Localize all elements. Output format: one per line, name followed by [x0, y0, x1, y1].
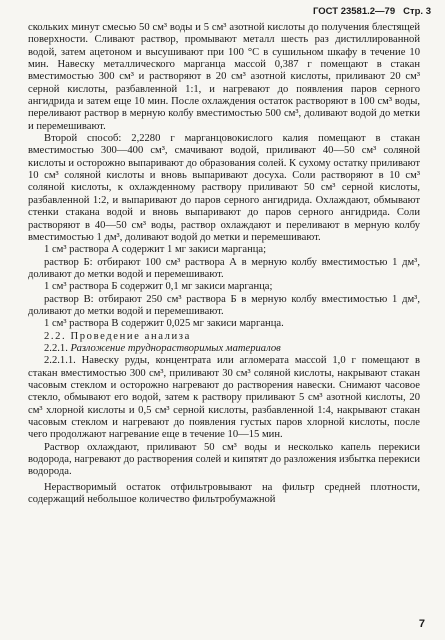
- paragraph-2-2-1-1: 2.2.1.1. Навеску руды, концентрата или агломерата массой 1,0 г помещают в стакан вместимостью 300 см³, приливают 30 см³ соляной кислоты, накрывают стакан часовым стеклом и осторожно нагревают до растворения навески. Снимают часовое стекло, обмывают его водой, затем к раствору приливают 5 см³ азотной кислоты, 20 см³ хлорной кислоты и 0,5 см³ серной кислоты, разбавленной 1:4, накрывают стакан часовым стеклом и нагревают до появления густых паров хлорной кислоты, после чего продолжают нагревание еще в течение 10—15 мин.: [28, 355, 420, 441]
- standard-number: ГОСТ 23581.2—79: [312, 6, 396, 17]
- page-label: Стр. 3: [403, 6, 431, 17]
- paragraph-second-method: Второй способ: 2,2280 г марганцовокислого калия помещают в стакан вместимостью 300—400 см³, смачивают водой, приливают 40—50 см³ соляной кислоты и осторожно выпаривают до образования солей. К сухому остатку приливают 10 см³ соляной кислоты и вновь выпаривают досуха. Соли растворяют в 10 см³ соляной кислоты, к охлажденному раствору приливают 50 см³ серной кислоты, разбавленной 1:2, и выпаривают до паров серного ангидрида. Охлаждают, обмывают стенки стакана водой и вновь выпаривают до паров серного ангидрида. Соли растворяют в 40—50 см³ воды, раствор охлаждают и переливают в мерную колбу вместимостью 1 дм³, доливают водой до метки и перемешивают.: [28, 133, 420, 243]
- paragraph-continuation: скольких минут смесью 50 см³ воды и 5 см³ азотной кислоты до получения блестящей поверхности. Сливают раствор, промывают металл шесть раз дистиллированной водой, затем ацетоном и высушивают при 100 °C в сушильном шкафу в течение 10 мин. Навеску металлического марганца массой 0,387 г помещают в стакан вместимостью 300 см³ и растворяют в 20 см³ азотной кислоты, приливают 20 см³ серной кислоты, разбавленной 1:1, и нагревают до появления паров серного ангидрида и затем еще 10 мин. После охлаждения остаток растворяют в 100 см³ воды, переливают раствор в мерную колбу вместимостью 500 см³, доливают водой до метки и перемешивают.: [28, 22, 420, 132]
- section-2-2-1-number: 2.2.1.: [44, 342, 68, 354]
- section-heading-2-2: [28, 331, 420, 343]
- paragraph-solution-b-content: 1 см³ раствора Б содержит 0,1 мг закиси марганца;: [44, 281, 273, 293]
- paragraph-solution-a-content: 1 см³ раствора А содержит 1 мг закиси марганца;: [44, 244, 267, 256]
- paragraph-solution-b: раствор Б: отбирают 100 см³ раствора А в мерную колбу вместимостью 1 дм³, доливают до метки водой и перемешивают.: [28, 256, 420, 280]
- paragraph-solution-v: раствор В: отбирают 250 см³ раствора Б в мерную колбу вместимостью 1 дм³, доливают до метки водой и перемешивают.: [28, 293, 420, 317]
- page-header: [313, 6, 431, 17]
- section-2-2-title: 2.2. Проведение анализа: [44, 330, 191, 342]
- page-number: 7: [418, 618, 425, 630]
- paragraph-cooling: Раствор охлаждают, приливают 50 см³ воды и несколько капель перекиси водорода, нагревают до растворения солей и кипятят до разложения избытка перекиси водорода.: [28, 441, 420, 478]
- document-body: [28, 22, 420, 506]
- section-2-2-1-title: Разложение труднорастворимых материалов: [70, 342, 281, 354]
- paragraph-solution-v-content: 1 см³ раствора В содержит 0,025 мг закиси марганца.: [44, 318, 284, 330]
- paragraph-residue: Нерастворимый остаток отфильтровывают на фильтр средней плотности, содержащий небольшое количество фильтробумажной: [28, 481, 420, 506]
- section-heading-2-2-1: [28, 343, 420, 355]
